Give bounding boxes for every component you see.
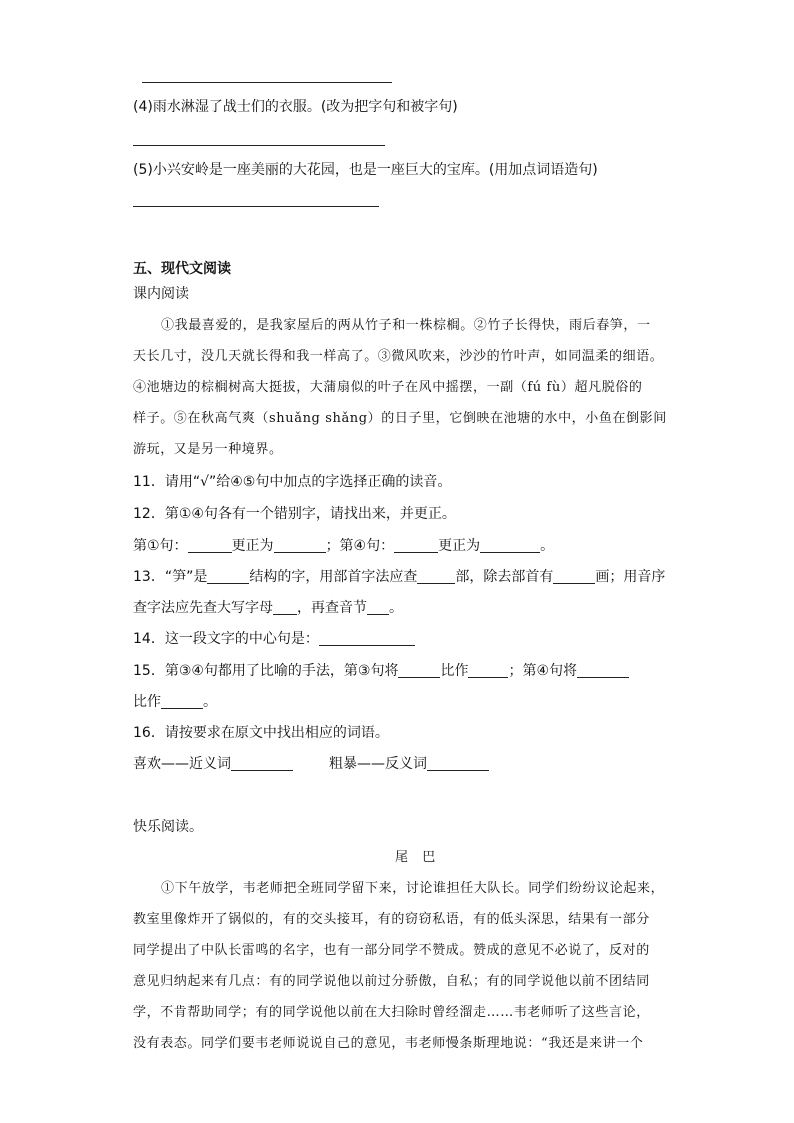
sub-heading-in-class: 课内阅读 [133, 286, 189, 302]
story-line: 意见归纳起来有几点：有的同学说他以前过分骄傲，自私；有的同学说他以前不团结同 [133, 974, 650, 989]
answer-blank[interactable] [577, 663, 629, 678]
answer-blank[interactable] [468, 663, 508, 678]
question-13-cont: 查字法应先查大写字母 ，再查音节 。 [133, 600, 403, 616]
passage-line: ①我最喜爱的，是我家屋后的两从竹子和一株棕榈。②竹子长得快，雨后春笋，一 [161, 318, 651, 333]
answer-blank[interactable] [274, 538, 326, 553]
question-15: 15．第③④句都用了比喻的手法，第③句将 比作 ；第④句将 [133, 661, 629, 681]
answer-blank[interactable] [207, 569, 249, 584]
question-16-b: 粗暴——反义词 [329, 754, 489, 774]
answer-blank[interactable] [161, 694, 203, 709]
story-line: 学，不肯帮助同学；有的同学说他以前在大扫除时曾经溜走……韦老师听了这些言论， [133, 1005, 650, 1020]
question-16: 16．请按要求在原文中找出相应的词语。 [133, 725, 389, 741]
story-line: 没有表态。同学们要韦老师说说自己的意见，韦老师慢条斯理地说：“我还是来讲一个 [133, 1036, 644, 1051]
passage-line: 样子。⑤在秋高气爽（shuǎng shǎng）的日子里，它倒映在池塘的水中，小鱼在倒影间 [133, 411, 667, 426]
answer-line[interactable] [133, 145, 385, 146]
answer-blank[interactable] [188, 538, 232, 553]
passage-line: 游玩，又是另一种境界。 [133, 442, 283, 457]
answer-blank[interactable] [480, 538, 540, 553]
passage-line: ④池塘边的棕榈树高大挺拔，大蒲扇似的叶子在风中摇摆，一副（fú fù）超凡脱俗的 [133, 380, 643, 395]
question-12: 12．第①④句各有一个错别字，请找出来，并更正。 [133, 506, 456, 522]
answer-blank[interactable] [394, 538, 438, 553]
passage-line: 天长几寸，没几天就长得和我一样高了。③微风吹来，沙沙的竹叶声，如同温柔的细语。 [133, 349, 664, 364]
answer-blank[interactable] [231, 756, 293, 771]
story-line: 同学提出了中队长雷鸣的名字，也有一部分同学不赞成。赞成的意见不必说了，反对的 [133, 943, 650, 958]
answer-blank[interactable] [417, 569, 455, 584]
question-15-cont: 比作 。 [133, 694, 217, 710]
section-heading: 五、现代文阅读 [133, 261, 231, 277]
question-14: 14．这一段文字的中心句是： [133, 629, 415, 649]
question-16-a: 喜欢——近义词 [133, 754, 293, 774]
sub-heading-happy: 快乐阅读。 [133, 819, 203, 835]
question-13: 13．“笋”是 结构的字，用部首字法应查 部，除去部首有 画；用音序 [133, 569, 666, 585]
question-4: (4)雨水淋湿了战士们的衣服。(改为把字句和被字句) [133, 99, 458, 115]
story-line: 教室里像炸开了锅似的，有的交头接耳，有的窃窃私语，有的低头深思，结果有一部分 [133, 912, 650, 927]
question-12-fill: 第①句： 更正为 ；第④句： 更正为 。 [133, 538, 555, 554]
question-11: 11．请用“√”给④⑤句中加点的字选择正确的读音。 [133, 474, 452, 490]
answer-blank[interactable] [273, 600, 297, 615]
answer-blank[interactable] [367, 600, 389, 615]
answer-line[interactable] [142, 82, 392, 83]
answer-blank[interactable] [319, 631, 415, 646]
answer-blank[interactable] [398, 663, 440, 678]
answer-blank[interactable] [427, 756, 489, 771]
story-title: 尾 巴 [395, 850, 436, 865]
story-line: ①下午放学，韦老师把全班同学留下来，讨论谁担任大队长。同学们纷纷议论起来， [161, 881, 665, 896]
answer-line[interactable] [133, 206, 379, 207]
answer-blank[interactable] [553, 569, 595, 584]
question-5: (5)小兴安岭是一座美丽的大花园，也是一座巨大的宝库。(用加点词语造句) [133, 162, 598, 178]
